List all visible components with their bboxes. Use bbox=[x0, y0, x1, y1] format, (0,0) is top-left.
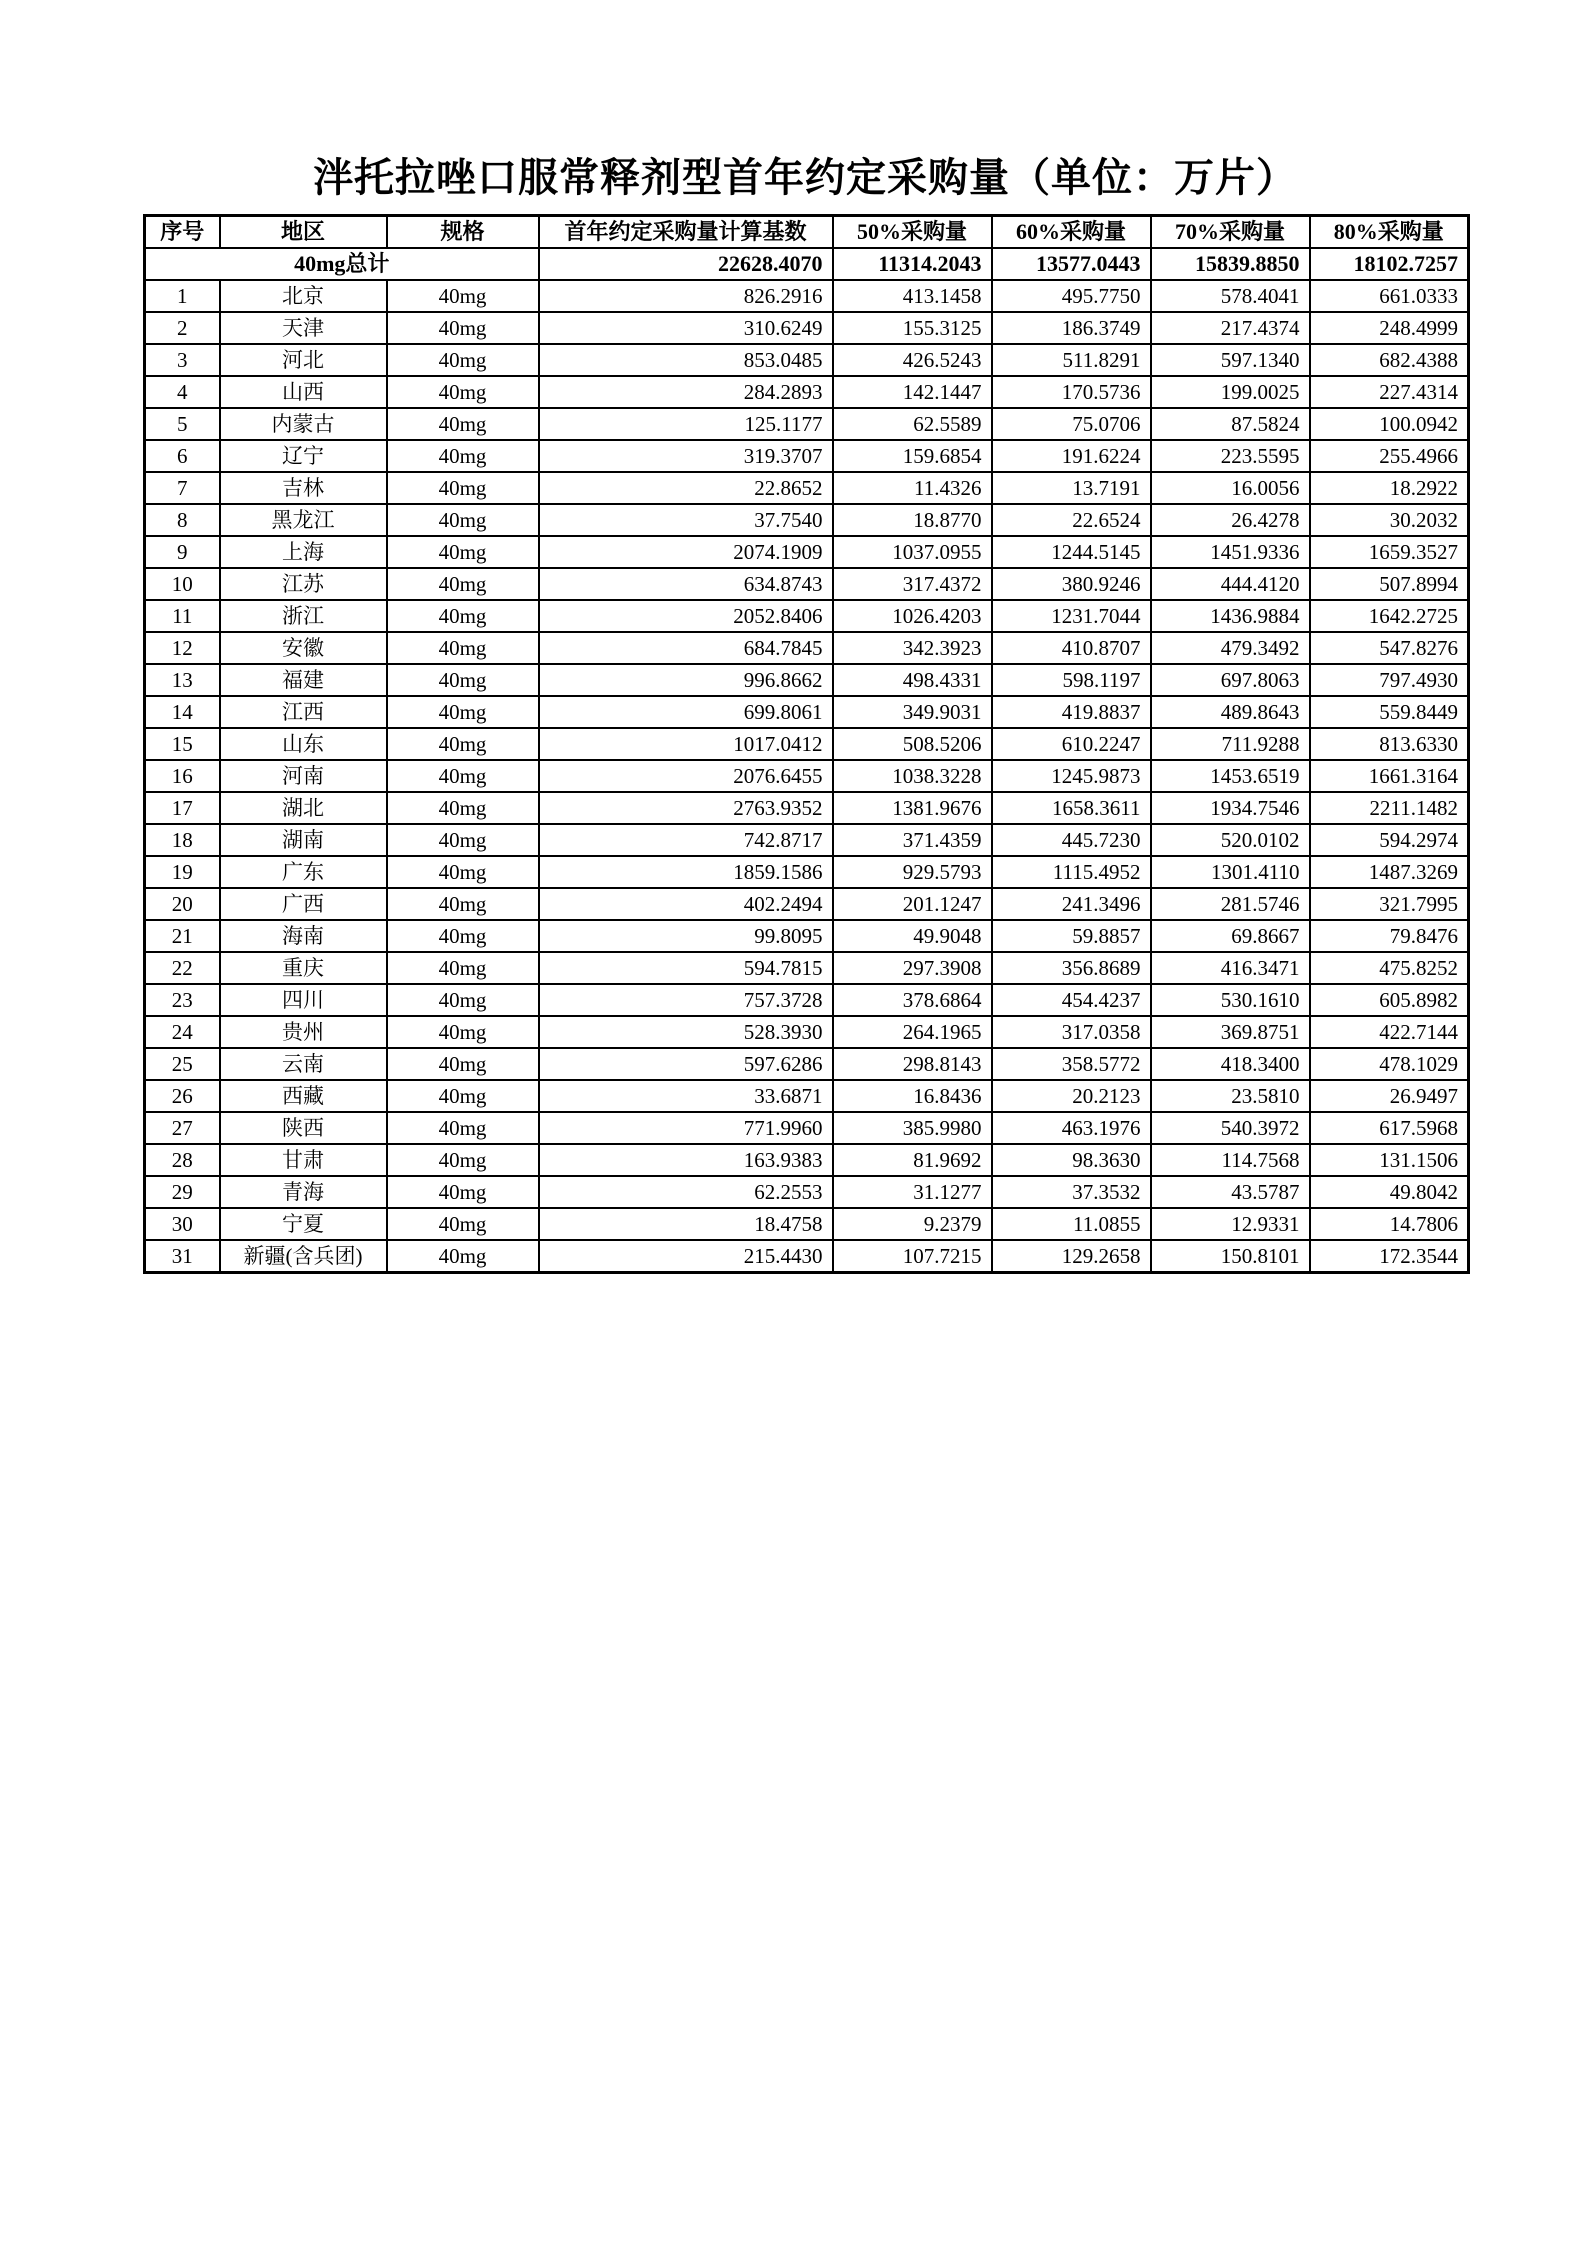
quantity-60: 410.8707 bbox=[992, 632, 1151, 664]
spec: 40mg bbox=[387, 1080, 539, 1112]
quantity-50: 159.6854 bbox=[833, 440, 992, 472]
base-quantity: 996.8662 bbox=[539, 664, 833, 696]
table-row bbox=[145, 408, 1469, 440]
row-index: 13 bbox=[145, 664, 220, 696]
quantity-60: 59.8857 bbox=[992, 920, 1151, 952]
row-index: 16 bbox=[145, 760, 220, 792]
spec: 40mg bbox=[387, 920, 539, 952]
quantity-80: 594.2974 bbox=[1310, 824, 1469, 856]
region: 辽宁 bbox=[220, 440, 387, 472]
quantity-70: 711.9288 bbox=[1151, 728, 1310, 760]
table-row bbox=[145, 440, 1469, 472]
spec: 40mg bbox=[387, 984, 539, 1016]
quantity-70: 530.1610 bbox=[1151, 984, 1310, 1016]
quantity-60: 358.5772 bbox=[992, 1048, 1151, 1080]
quantity-70: 540.3972 bbox=[1151, 1112, 1310, 1144]
page-title: 泮托拉唑口服常释剂型首年约定采购量（单位：万片） bbox=[313, 155, 1297, 200]
table-row bbox=[145, 952, 1469, 984]
table-row bbox=[145, 664, 1469, 696]
base-quantity: 742.8717 bbox=[539, 824, 833, 856]
quantity-60: 37.3532 bbox=[992, 1176, 1151, 1208]
quantity-80: 478.1029 bbox=[1310, 1048, 1469, 1080]
table-row bbox=[145, 728, 1469, 760]
quantity-80: 559.8449 bbox=[1310, 696, 1469, 728]
quantity-50: 9.2379 bbox=[833, 1208, 992, 1240]
spec: 40mg bbox=[387, 504, 539, 536]
quantity-50: 62.5589 bbox=[833, 408, 992, 440]
quantity-50: 264.1965 bbox=[833, 1016, 992, 1048]
table-row bbox=[145, 920, 1469, 952]
region: 上海 bbox=[220, 536, 387, 568]
row-index: 25 bbox=[145, 1048, 220, 1080]
total-row bbox=[145, 248, 1469, 280]
quantity-80: 49.8042 bbox=[1310, 1176, 1469, 1208]
row-index: 5 bbox=[145, 408, 220, 440]
region: 新疆(含兵团) bbox=[220, 1240, 387, 1273]
quantity-60: 419.8837 bbox=[992, 696, 1151, 728]
base-quantity: 310.6249 bbox=[539, 312, 833, 344]
col-header-50pct: 50%采购量 bbox=[833, 216, 992, 249]
base-quantity: 826.2916 bbox=[539, 280, 833, 312]
quantity-80: 422.7144 bbox=[1310, 1016, 1469, 1048]
base-quantity: 684.7845 bbox=[539, 632, 833, 664]
table-row bbox=[145, 600, 1469, 632]
quantity-70: 489.8643 bbox=[1151, 696, 1310, 728]
quantity-70: 199.0025 bbox=[1151, 376, 1310, 408]
spec: 40mg bbox=[387, 600, 539, 632]
region: 陕西 bbox=[220, 1112, 387, 1144]
quantity-70: 1453.6519 bbox=[1151, 760, 1310, 792]
base-quantity: 757.3728 bbox=[539, 984, 833, 1016]
region: 云南 bbox=[220, 1048, 387, 1080]
quantity-50: 413.1458 bbox=[833, 280, 992, 312]
quantity-70: 26.4278 bbox=[1151, 504, 1310, 536]
table-row bbox=[145, 632, 1469, 664]
quantity-80: 30.2032 bbox=[1310, 504, 1469, 536]
row-index: 11 bbox=[145, 600, 220, 632]
row-index: 19 bbox=[145, 856, 220, 888]
region: 广东 bbox=[220, 856, 387, 888]
spec: 40mg bbox=[387, 696, 539, 728]
spec: 40mg bbox=[387, 1208, 539, 1240]
table-row bbox=[145, 1176, 1469, 1208]
quantity-80: 475.8252 bbox=[1310, 952, 1469, 984]
quantity-80: 14.7806 bbox=[1310, 1208, 1469, 1240]
region: 广西 bbox=[220, 888, 387, 920]
base-quantity: 22.8652 bbox=[539, 472, 833, 504]
quantity-50: 142.1447 bbox=[833, 376, 992, 408]
quantity-60: 186.3749 bbox=[992, 312, 1151, 344]
quantity-70: 217.4374 bbox=[1151, 312, 1310, 344]
quantity-60: 454.4237 bbox=[992, 984, 1151, 1016]
total-quantity-60: 13577.0443 bbox=[992, 248, 1151, 280]
row-index: 23 bbox=[145, 984, 220, 1016]
quantity-70: 479.3492 bbox=[1151, 632, 1310, 664]
spec: 40mg bbox=[387, 632, 539, 664]
row-index: 27 bbox=[145, 1112, 220, 1144]
row-index: 21 bbox=[145, 920, 220, 952]
row-index: 3 bbox=[145, 344, 220, 376]
quantity-50: 1038.3228 bbox=[833, 760, 992, 792]
header-row bbox=[145, 216, 1469, 249]
quantity-80: 248.4999 bbox=[1310, 312, 1469, 344]
base-quantity: 2763.9352 bbox=[539, 792, 833, 824]
procurement-table bbox=[143, 214, 1470, 1274]
spec: 40mg bbox=[387, 1240, 539, 1273]
quantity-70: 1934.7546 bbox=[1151, 792, 1310, 824]
quantity-70: 114.7568 bbox=[1151, 1144, 1310, 1176]
quantity-50: 426.5243 bbox=[833, 344, 992, 376]
table-row bbox=[145, 1112, 1469, 1144]
quantity-50: 1381.9676 bbox=[833, 792, 992, 824]
quantity-50: 317.4372 bbox=[833, 568, 992, 600]
quantity-80: 26.9497 bbox=[1310, 1080, 1469, 1112]
quantity-50: 342.3923 bbox=[833, 632, 992, 664]
quantity-80: 227.4314 bbox=[1310, 376, 1469, 408]
quantity-50: 1037.0955 bbox=[833, 536, 992, 568]
region: 河南 bbox=[220, 760, 387, 792]
quantity-80: 255.4966 bbox=[1310, 440, 1469, 472]
base-quantity: 62.2553 bbox=[539, 1176, 833, 1208]
quantity-80: 682.4388 bbox=[1310, 344, 1469, 376]
region: 青海 bbox=[220, 1176, 387, 1208]
table-row bbox=[145, 760, 1469, 792]
table-row bbox=[145, 1048, 1469, 1080]
spec: 40mg bbox=[387, 1016, 539, 1048]
quantity-60: 1658.3611 bbox=[992, 792, 1151, 824]
table-row bbox=[145, 984, 1469, 1016]
quantity-80: 2211.1482 bbox=[1310, 792, 1469, 824]
quantity-60: 1115.4952 bbox=[992, 856, 1151, 888]
quantity-60: 317.0358 bbox=[992, 1016, 1151, 1048]
region: 贵州 bbox=[220, 1016, 387, 1048]
quantity-60: 610.2247 bbox=[992, 728, 1151, 760]
region: 湖南 bbox=[220, 824, 387, 856]
row-index: 8 bbox=[145, 504, 220, 536]
spec: 40mg bbox=[387, 312, 539, 344]
table-row bbox=[145, 1208, 1469, 1240]
spec: 40mg bbox=[387, 344, 539, 376]
base-quantity: 597.6286 bbox=[539, 1048, 833, 1080]
row-index: 30 bbox=[145, 1208, 220, 1240]
quantity-70: 150.8101 bbox=[1151, 1240, 1310, 1273]
table-row bbox=[145, 1240, 1469, 1273]
total-quantity-80: 18102.7257 bbox=[1310, 248, 1469, 280]
quantity-70: 223.5595 bbox=[1151, 440, 1310, 472]
table-row bbox=[145, 856, 1469, 888]
quantity-80: 100.0942 bbox=[1310, 408, 1469, 440]
spec: 40mg bbox=[387, 888, 539, 920]
quantity-70: 597.1340 bbox=[1151, 344, 1310, 376]
quantity-80: 79.8476 bbox=[1310, 920, 1469, 952]
quantity-60: 98.3630 bbox=[992, 1144, 1151, 1176]
quantity-60: 495.7750 bbox=[992, 280, 1151, 312]
spec: 40mg bbox=[387, 1048, 539, 1080]
table-row bbox=[145, 344, 1469, 376]
total-quantity-70: 15839.8850 bbox=[1151, 248, 1310, 280]
quantity-50: 508.5206 bbox=[833, 728, 992, 760]
table-row bbox=[145, 504, 1469, 536]
quantity-80: 507.8994 bbox=[1310, 568, 1469, 600]
quantity-60: 241.3496 bbox=[992, 888, 1151, 920]
col-header-region: 地区 bbox=[220, 216, 387, 249]
base-quantity: 699.8061 bbox=[539, 696, 833, 728]
quantity-50: 498.4331 bbox=[833, 664, 992, 696]
quantity-60: 511.8291 bbox=[992, 344, 1151, 376]
region: 黑龙江 bbox=[220, 504, 387, 536]
table-row bbox=[145, 472, 1469, 504]
quantity-80: 131.1506 bbox=[1310, 1144, 1469, 1176]
row-index: 15 bbox=[145, 728, 220, 760]
row-index: 7 bbox=[145, 472, 220, 504]
quantity-60: 463.1976 bbox=[992, 1112, 1151, 1144]
quantity-70: 281.5746 bbox=[1151, 888, 1310, 920]
table-row bbox=[145, 312, 1469, 344]
quantity-60: 11.0855 bbox=[992, 1208, 1151, 1240]
region: 西藏 bbox=[220, 1080, 387, 1112]
table-row bbox=[145, 696, 1469, 728]
quantity-70: 23.5810 bbox=[1151, 1080, 1310, 1112]
region: 安徽 bbox=[220, 632, 387, 664]
table-row bbox=[145, 888, 1469, 920]
base-quantity: 402.2494 bbox=[539, 888, 833, 920]
base-quantity: 163.9383 bbox=[539, 1144, 833, 1176]
quantity-50: 1026.4203 bbox=[833, 600, 992, 632]
spec: 40mg bbox=[387, 408, 539, 440]
region: 湖北 bbox=[220, 792, 387, 824]
region: 吉林 bbox=[220, 472, 387, 504]
spec: 40mg bbox=[387, 760, 539, 792]
quantity-50: 385.9980 bbox=[833, 1112, 992, 1144]
row-index: 2 bbox=[145, 312, 220, 344]
base-quantity: 528.3930 bbox=[539, 1016, 833, 1048]
spec: 40mg bbox=[387, 792, 539, 824]
table-row bbox=[145, 1016, 1469, 1048]
col-header-index: 序号 bbox=[145, 216, 220, 249]
base-quantity: 99.8095 bbox=[539, 920, 833, 952]
quantity-70: 69.8667 bbox=[1151, 920, 1310, 952]
row-index: 6 bbox=[145, 440, 220, 472]
quantity-60: 1245.9873 bbox=[992, 760, 1151, 792]
quantity-70: 369.8751 bbox=[1151, 1016, 1310, 1048]
base-quantity: 771.9960 bbox=[539, 1112, 833, 1144]
total-quantity-50: 11314.2043 bbox=[833, 248, 992, 280]
col-header-70pct: 70%采购量 bbox=[1151, 216, 1310, 249]
quantity-60: 13.7191 bbox=[992, 472, 1151, 504]
spec: 40mg bbox=[387, 376, 539, 408]
quantity-70: 43.5787 bbox=[1151, 1176, 1310, 1208]
quantity-60: 1231.7044 bbox=[992, 600, 1151, 632]
row-index: 14 bbox=[145, 696, 220, 728]
base-quantity: 634.8743 bbox=[539, 568, 833, 600]
base-quantity: 1017.0412 bbox=[539, 728, 833, 760]
row-index: 20 bbox=[145, 888, 220, 920]
quantity-70: 12.9331 bbox=[1151, 1208, 1310, 1240]
spec: 40mg bbox=[387, 1112, 539, 1144]
base-quantity: 37.7540 bbox=[539, 504, 833, 536]
quantity-50: 18.8770 bbox=[833, 504, 992, 536]
region: 重庆 bbox=[220, 952, 387, 984]
region: 江苏 bbox=[220, 568, 387, 600]
quantity-70: 418.3400 bbox=[1151, 1048, 1310, 1080]
quantity-70: 578.4041 bbox=[1151, 280, 1310, 312]
quantity-70: 1451.9336 bbox=[1151, 536, 1310, 568]
quantity-50: 349.9031 bbox=[833, 696, 992, 728]
row-index: 18 bbox=[145, 824, 220, 856]
region: 江西 bbox=[220, 696, 387, 728]
quantity-60: 598.1197 bbox=[992, 664, 1151, 696]
quantity-60: 356.8689 bbox=[992, 952, 1151, 984]
quantity-80: 605.8982 bbox=[1310, 984, 1469, 1016]
quantity-70: 1436.9884 bbox=[1151, 600, 1310, 632]
base-quantity: 2074.1909 bbox=[539, 536, 833, 568]
quantity-60: 191.6224 bbox=[992, 440, 1151, 472]
spec: 40mg bbox=[387, 568, 539, 600]
row-index: 26 bbox=[145, 1080, 220, 1112]
quantity-70: 444.4120 bbox=[1151, 568, 1310, 600]
quantity-80: 661.0333 bbox=[1310, 280, 1469, 312]
row-index: 22 bbox=[145, 952, 220, 984]
base-quantity: 319.3707 bbox=[539, 440, 833, 472]
quantity-80: 617.5968 bbox=[1310, 1112, 1469, 1144]
col-header-spec: 规格 bbox=[387, 216, 539, 249]
base-quantity: 125.1177 bbox=[539, 408, 833, 440]
region: 山东 bbox=[220, 728, 387, 760]
quantity-70: 87.5824 bbox=[1151, 408, 1310, 440]
quantity-60: 22.6524 bbox=[992, 504, 1151, 536]
spec: 40mg bbox=[387, 856, 539, 888]
base-quantity: 18.4758 bbox=[539, 1208, 833, 1240]
row-index: 31 bbox=[145, 1240, 220, 1273]
quantity-60: 129.2658 bbox=[992, 1240, 1151, 1273]
quantity-60: 20.2123 bbox=[992, 1080, 1151, 1112]
spec: 40mg bbox=[387, 440, 539, 472]
quantity-80: 321.7995 bbox=[1310, 888, 1469, 920]
region: 宁夏 bbox=[220, 1208, 387, 1240]
col-header-60pct: 60%采购量 bbox=[992, 216, 1151, 249]
quantity-80: 1661.3164 bbox=[1310, 760, 1469, 792]
col-header-80pct: 80%采购量 bbox=[1310, 216, 1469, 249]
table-row bbox=[145, 1080, 1469, 1112]
quantity-70: 16.0056 bbox=[1151, 472, 1310, 504]
table-row bbox=[145, 824, 1469, 856]
total-label: 40mg总计 bbox=[145, 248, 539, 280]
region: 山西 bbox=[220, 376, 387, 408]
base-quantity: 215.4430 bbox=[539, 1240, 833, 1273]
quantity-70: 520.0102 bbox=[1151, 824, 1310, 856]
quantity-50: 31.1277 bbox=[833, 1176, 992, 1208]
base-quantity: 33.6871 bbox=[539, 1080, 833, 1112]
region: 海南 bbox=[220, 920, 387, 952]
quantity-80: 1659.3527 bbox=[1310, 536, 1469, 568]
row-index: 24 bbox=[145, 1016, 220, 1048]
row-index: 29 bbox=[145, 1176, 220, 1208]
spec: 40mg bbox=[387, 472, 539, 504]
row-index: 17 bbox=[145, 792, 220, 824]
table-row bbox=[145, 280, 1469, 312]
base-quantity: 2076.6455 bbox=[539, 760, 833, 792]
spec: 40mg bbox=[387, 536, 539, 568]
table-row bbox=[145, 536, 1469, 568]
region: 甘肃 bbox=[220, 1144, 387, 1176]
spec: 40mg bbox=[387, 728, 539, 760]
row-index: 1 bbox=[145, 280, 220, 312]
quantity-80: 547.8276 bbox=[1310, 632, 1469, 664]
quantity-50: 929.5793 bbox=[833, 856, 992, 888]
quantity-70: 1301.4110 bbox=[1151, 856, 1310, 888]
quantity-50: 298.8143 bbox=[833, 1048, 992, 1080]
quantity-50: 371.4359 bbox=[833, 824, 992, 856]
spec: 40mg bbox=[387, 1176, 539, 1208]
row-index: 4 bbox=[145, 376, 220, 408]
table-row bbox=[145, 376, 1469, 408]
table-row bbox=[145, 568, 1469, 600]
base-quantity: 853.0485 bbox=[539, 344, 833, 376]
table-body bbox=[145, 248, 1469, 1273]
quantity-80: 813.6330 bbox=[1310, 728, 1469, 760]
region: 内蒙古 bbox=[220, 408, 387, 440]
spec: 40mg bbox=[387, 664, 539, 696]
quantity-80: 797.4930 bbox=[1310, 664, 1469, 696]
quantity-80: 1642.2725 bbox=[1310, 600, 1469, 632]
region: 天津 bbox=[220, 312, 387, 344]
col-header-base: 首年约定采购量计算基数 bbox=[539, 216, 833, 249]
quantity-80: 172.3544 bbox=[1310, 1240, 1469, 1273]
base-quantity: 1859.1586 bbox=[539, 856, 833, 888]
table-row bbox=[145, 1144, 1469, 1176]
region: 浙江 bbox=[220, 600, 387, 632]
spec: 40mg bbox=[387, 1144, 539, 1176]
quantity-70: 697.8063 bbox=[1151, 664, 1310, 696]
quantity-50: 297.3908 bbox=[833, 952, 992, 984]
quantity-50: 16.8436 bbox=[833, 1080, 992, 1112]
quantity-50: 11.4326 bbox=[833, 472, 992, 504]
total-base-quantity: 22628.4070 bbox=[539, 248, 833, 280]
quantity-70: 416.3471 bbox=[1151, 952, 1310, 984]
row-index: 9 bbox=[145, 536, 220, 568]
base-quantity: 284.2893 bbox=[539, 376, 833, 408]
quantity-80: 18.2922 bbox=[1310, 472, 1469, 504]
quantity-50: 155.3125 bbox=[833, 312, 992, 344]
quantity-60: 445.7230 bbox=[992, 824, 1151, 856]
row-index: 10 bbox=[145, 568, 220, 600]
region: 四川 bbox=[220, 984, 387, 1016]
region: 北京 bbox=[220, 280, 387, 312]
base-quantity: 594.7815 bbox=[539, 952, 833, 984]
quantity-60: 75.0706 bbox=[992, 408, 1151, 440]
quantity-60: 380.9246 bbox=[992, 568, 1151, 600]
spec: 40mg bbox=[387, 824, 539, 856]
spec: 40mg bbox=[387, 952, 539, 984]
quantity-50: 107.7215 bbox=[833, 1240, 992, 1273]
quantity-60: 1244.5145 bbox=[992, 536, 1151, 568]
quantity-60: 170.5736 bbox=[992, 376, 1151, 408]
quantity-50: 201.1247 bbox=[833, 888, 992, 920]
region: 福建 bbox=[220, 664, 387, 696]
table-section bbox=[143, 146, 1467, 1274]
quantity-50: 81.9692 bbox=[833, 1144, 992, 1176]
base-quantity: 2052.8406 bbox=[539, 600, 833, 632]
spec: 40mg bbox=[387, 280, 539, 312]
region: 河北 bbox=[220, 344, 387, 376]
quantity-80: 1487.3269 bbox=[1310, 856, 1469, 888]
row-index: 28 bbox=[145, 1144, 220, 1176]
table-row bbox=[145, 792, 1469, 824]
quantity-50: 378.6864 bbox=[833, 984, 992, 1016]
quantity-50: 49.9048 bbox=[833, 920, 992, 952]
row-index: 12 bbox=[145, 632, 220, 664]
